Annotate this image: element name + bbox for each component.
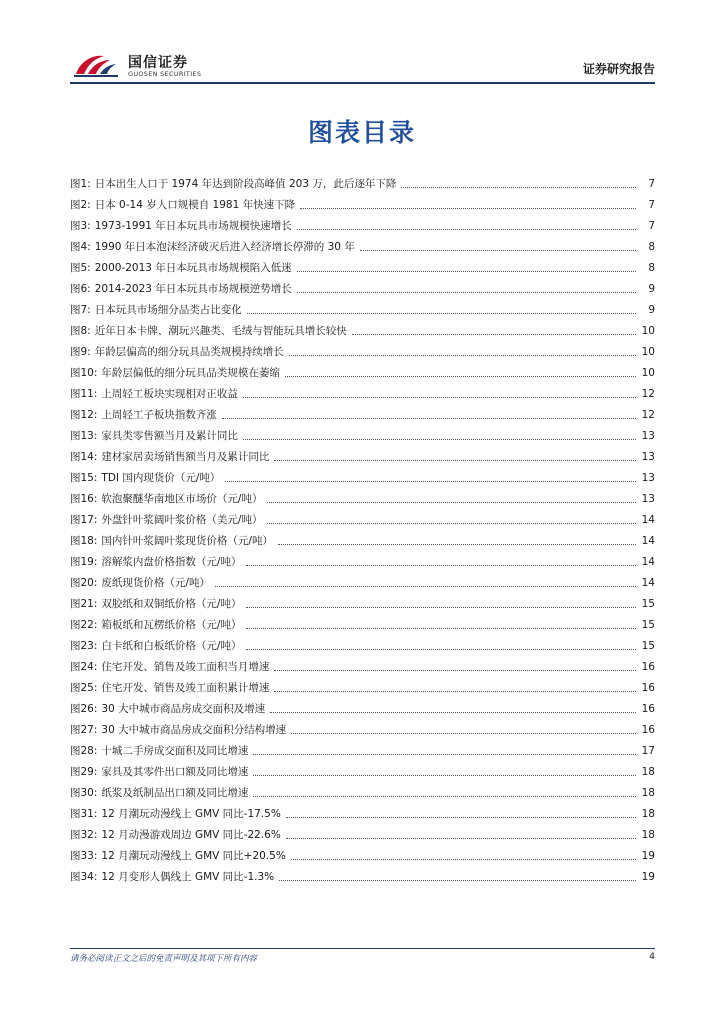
toc-entry[interactable]	[70, 401, 655, 422]
toc-entry-page: 18	[641, 808, 655, 820]
toc-entry-page: 14	[641, 535, 655, 547]
toc-entry[interactable]	[70, 821, 655, 842]
toc-entry-caption: 箱板纸和瓦楞纸价格（元/吨）	[101, 619, 242, 631]
toc-entry-caption: 上周轻工子板块指数齐涨	[101, 409, 217, 421]
toc-entry[interactable]	[70, 485, 655, 506]
toc-entry-label: 图19:	[70, 556, 98, 568]
toc-entry-label: 图8:	[70, 325, 91, 337]
toc-dot-leader	[225, 481, 636, 482]
toc-dot-leader	[243, 439, 636, 440]
toc-entry-page: 8	[648, 262, 655, 274]
toc-entry-caption: 废纸现货价格（元/吨）	[101, 577, 210, 589]
toc-entry-page: 14	[641, 514, 655, 526]
toc-entry-page: 15	[641, 598, 655, 610]
toc-entry-page: 14	[641, 577, 655, 589]
toc-dot-leader	[253, 796, 636, 797]
toc-dot-leader	[297, 271, 636, 272]
toc-entry-page: 10	[641, 346, 655, 358]
toc-entry[interactable]	[70, 338, 655, 359]
toc-dot-leader	[297, 292, 636, 293]
toc-entry[interactable]	[70, 275, 655, 296]
toc-entry-label: 图30:	[70, 787, 98, 799]
footer-disclaimer: 请务必阅读正文之后的免责声明及其项下所有内容	[70, 954, 258, 964]
toc-entry-label: 图27:	[70, 724, 98, 736]
toc-entry-caption: 住宅开发、销售及竣工面积当月增速	[101, 661, 270, 673]
toc-entry-caption: 30 大中城市商品房成交面积分结构增速	[101, 724, 287, 736]
toc-dot-leader	[247, 313, 636, 314]
toc-entry-label: 图18:	[70, 535, 98, 547]
toc-entry-page: 10	[641, 325, 655, 337]
toc-entry-caption: TDI 国内现货价（元/吨）	[101, 472, 221, 484]
toc-entry[interactable]	[70, 632, 655, 653]
toc-dot-leader	[352, 334, 636, 335]
toc-entry-caption: 1973-1991 年日本玩具市场规模快速增长	[94, 220, 292, 232]
toc-entry[interactable]	[70, 317, 655, 338]
brand-name-en: GUOSEN SECURITIES	[128, 70, 202, 78]
toc-entry-label: 图33:	[70, 850, 98, 862]
toc-entry-caption: 日本玩具市场细分品类占比变化	[94, 304, 242, 316]
toc-dot-leader	[274, 670, 636, 671]
toc-entry-caption: 30 大中城市商品房成交面积及增速	[101, 703, 266, 715]
toc-entry-page: 15	[641, 640, 655, 652]
toc-entry-label: 图22:	[70, 619, 98, 631]
toc-entry-caption: 住宅开发、销售及竣工面积累计增速	[101, 682, 270, 694]
toc-entry[interactable]	[70, 758, 655, 779]
toc-entry-page: 18	[641, 766, 655, 778]
toc-entry-page: 12	[641, 409, 655, 421]
toc-dot-leader	[401, 187, 636, 188]
toc-entry-label: 图32:	[70, 829, 98, 841]
toc-entry[interactable]	[70, 800, 655, 821]
toc-entry-caption: 溶解浆内盘价格指数（元/吨）	[101, 556, 242, 568]
toc-dot-leader	[286, 838, 636, 839]
toc-entry-caption: 上周轻工板块实现相对正收益	[101, 388, 238, 400]
toc-entry[interactable]	[70, 212, 655, 233]
toc-dot-leader	[270, 712, 636, 713]
toc-dot-leader	[274, 460, 636, 461]
toc-entry-caption: 近年日本卡牌、潮玩兴趣类、毛绒与智能玩具增长较快	[94, 325, 347, 337]
toc-entry-page: 19	[641, 871, 655, 883]
toc-dot-leader	[279, 880, 636, 881]
toc-entry-caption: 外盘针叶浆阔叶浆价格（美元/吨）	[101, 514, 263, 526]
toc-entry[interactable]	[70, 191, 655, 212]
toc-entry-caption: 年龄层偏高的细分玩具品类规模持续增长	[94, 346, 284, 358]
toc-entry[interactable]	[70, 590, 655, 611]
toc-entry-page: 16	[641, 682, 655, 694]
toc-entry-label: 图34:	[70, 871, 98, 883]
toc-entry-label: 图6:	[70, 283, 91, 295]
toc-entry-page: 13	[641, 451, 655, 463]
page-title: 图表目录	[307, 118, 416, 147]
toc-entry-label: 图13:	[70, 430, 98, 442]
toc-entry-caption: 国内针叶浆阔叶浆现货价格（元/吨）	[101, 535, 273, 547]
toc-entry[interactable]	[70, 527, 655, 548]
toc-entry-page: 13	[641, 493, 655, 505]
toc-entry-caption: 12 月动漫游戏周边 GMV 同比-22.6%	[101, 829, 281, 841]
toc-dot-leader	[286, 817, 636, 818]
toc-entry-caption: 12 月变形人偶线上 GMV 同比-1.3%	[101, 871, 275, 883]
toc-dot-leader	[246, 649, 636, 650]
toc-dot-leader	[253, 775, 636, 776]
toc-entry-caption: 1990 年日本泡沫经济破灭后进入经济增长停滞的 30 年	[94, 241, 355, 253]
toc-entry-caption: 2014-2023 年日本玩具市场规模逆势增长	[94, 283, 292, 295]
toc-dot-leader	[291, 859, 636, 860]
toc-entry-caption: 12 月潮玩动漫线上 GMV 同比+20.5%	[101, 850, 286, 862]
toc-dot-leader	[253, 754, 636, 755]
toc-dot-leader	[360, 250, 636, 251]
toc-entry-label: 图2:	[70, 199, 91, 211]
toc-entry[interactable]	[70, 380, 655, 401]
toc-entry-caption: 2000-2013 年日本玩具市场规模陷入低迷	[94, 262, 292, 274]
toc-entry-page: 14	[641, 556, 655, 568]
toc-entry[interactable]	[70, 569, 655, 590]
toc-entry-label: 图24:	[70, 661, 98, 673]
toc-dot-leader	[215, 586, 636, 587]
toc-entry[interactable]	[70, 506, 655, 527]
toc-dot-leader	[246, 628, 636, 629]
toc-entry-page: 7	[648, 199, 655, 211]
header-divider	[70, 82, 655, 84]
toc-entry-label: 图12:	[70, 409, 98, 421]
toc-entry-label: 图7:	[70, 304, 91, 316]
toc-entry-caption: 日本 0-14 岁人口规模自 1981 年快速下降	[94, 199, 296, 211]
toc-entry-page: 17	[641, 745, 655, 757]
page-header	[70, 46, 655, 86]
toc-entry-label: 图26:	[70, 703, 98, 715]
toc-entry-page: 13	[641, 472, 655, 484]
toc-entry[interactable]	[70, 863, 655, 884]
toc-entry-caption: 年龄层偏低的细分玩具品类规模在萎缩	[101, 367, 280, 379]
toc-entry-page: 10	[641, 367, 655, 379]
toc-entry-label: 图21:	[70, 598, 98, 610]
toc-entry-page: 16	[641, 724, 655, 736]
toc-entry-label: 图3:	[70, 220, 91, 232]
toc-entry-page: 9	[648, 283, 655, 295]
toc-entry-page: 7	[648, 220, 655, 232]
toc-entry-page: 16	[641, 661, 655, 673]
toc-dot-leader	[243, 397, 636, 398]
toc-entry-label: 图11:	[70, 388, 98, 400]
toc-entry-caption: 家具类零售额当月及累计同比	[101, 430, 238, 442]
toc-entry[interactable]	[70, 422, 655, 443]
report-type-label: 证券研究报告	[582, 62, 655, 76]
toc-dot-leader	[246, 607, 636, 608]
toc-entry-page: 18	[641, 829, 655, 841]
toc-entry[interactable]	[70, 359, 655, 380]
toc-entry-label: 图14:	[70, 451, 98, 463]
toc-entry[interactable]	[70, 170, 655, 191]
toc-entry-page: 8	[648, 241, 655, 253]
toc-dot-leader	[285, 376, 636, 377]
toc-entry[interactable]	[70, 695, 655, 716]
toc-dot-leader	[278, 544, 636, 545]
toc-entry-label: 图20:	[70, 577, 98, 589]
toc-entry-label: 图4:	[70, 241, 91, 253]
toc-entry-caption: 双胶纸和双铜纸价格（元/吨）	[101, 598, 242, 610]
toc-entry-page: 13	[641, 430, 655, 442]
toc-entry-page: 9	[648, 304, 655, 316]
toc-entry-page: 18	[641, 787, 655, 799]
toc-dot-leader	[222, 418, 636, 419]
toc-entry-label: 图17:	[70, 514, 98, 526]
toc-entry[interactable]	[70, 842, 655, 863]
toc-entry-label: 图9:	[70, 346, 91, 358]
toc-entry[interactable]	[70, 653, 655, 674]
toc-entry-page: 19	[641, 850, 655, 862]
toc-entry[interactable]	[70, 779, 655, 800]
toc-entry[interactable]	[70, 737, 655, 758]
toc-entry-caption: 日本出生人口于 1974 年达到阶段高峰值 203 万，此后逐年下降	[94, 178, 397, 190]
toc-entry-label: 图16:	[70, 493, 98, 505]
footer-divider	[70, 948, 655, 949]
toc-entry-label: 图10:	[70, 367, 98, 379]
toc-entry[interactable]	[70, 674, 655, 695]
toc-entry-label: 图29:	[70, 766, 98, 778]
toc-entry-label: 图31:	[70, 808, 98, 820]
toc-entry-label: 图23:	[70, 640, 98, 652]
toc-entry-label: 图5:	[70, 262, 91, 274]
toc-dot-leader	[300, 208, 636, 209]
toc-entry-caption: 纸浆及纸制品出口额及同比增速	[101, 787, 249, 799]
toc-entry-caption: 建材家居卖场销售额当月及累计同比	[101, 451, 270, 463]
toc-dot-leader	[274, 691, 636, 692]
toc-entry-caption: 十城二手房成交面积及同比增速	[101, 745, 249, 757]
toc-entry-label: 图1:	[70, 178, 91, 190]
brand-name-cn: 国信证券	[128, 55, 188, 71]
toc-entry-caption: 家具及其零件出口额及同比增速	[101, 766, 249, 778]
toc-entry[interactable]	[70, 296, 655, 317]
toc-dot-leader	[267, 523, 636, 524]
toc-entry-label: 图28:	[70, 745, 98, 757]
toc-entry-page: 12	[641, 388, 655, 400]
toc-dot-leader	[297, 229, 636, 230]
toc-entry[interactable]	[70, 254, 655, 275]
toc-entry-page: 16	[641, 703, 655, 715]
toc-entry[interactable]	[70, 611, 655, 632]
toc-dot-leader	[289, 355, 636, 356]
toc-dot-leader	[267, 502, 636, 503]
toc-dot-leader	[291, 733, 636, 734]
toc-entry-label: 图25:	[70, 682, 98, 694]
toc-entry-caption: 软泡聚醚华南地区市场价（元/吨）	[101, 493, 263, 505]
toc-entry-page: 15	[641, 619, 655, 631]
page-number: 4	[649, 952, 655, 962]
toc-dot-leader	[246, 565, 636, 566]
toc-entry[interactable]	[70, 233, 655, 254]
table-of-figures	[70, 170, 655, 884]
toc-entry-caption: 12 月潮玩动漫线上 GMV 同比-17.5%	[101, 808, 281, 820]
toc-entry-label: 图15:	[70, 472, 98, 484]
toc-entry[interactable]	[70, 443, 655, 464]
toc-entry-caption: 白卡纸和白板纸价格（元/吨）	[101, 640, 242, 652]
toc-entry[interactable]	[70, 716, 655, 737]
toc-entry[interactable]	[70, 548, 655, 569]
guosen-logo-icon	[70, 50, 122, 80]
toc-entry[interactable]	[70, 464, 655, 485]
toc-entry-page: 7	[648, 178, 655, 190]
